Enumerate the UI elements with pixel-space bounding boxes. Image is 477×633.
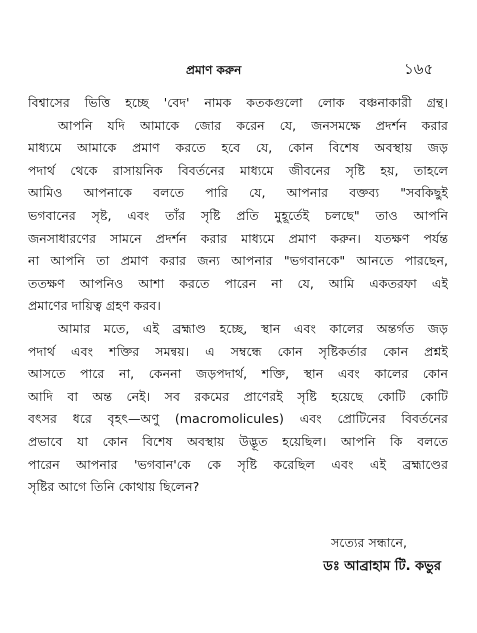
text-line: সৃষ্টির আগে তিনি কোথায় ছিলেন?	[28, 479, 200, 495]
text-line: পদার্থ এবং শক্তির সমন্বয়। এ সম্বন্ধে কোন সৃষ্টিকর্তার কোন প্রশ্নই	[28, 343, 448, 359]
body-text	[28, 92, 448, 499]
text-line: আমার মতে, এই ব্রহ্মাণ্ড হচ্ছে, স্থান এবং কালের অন্তর্গত জড়	[58, 320, 448, 336]
text-line: পদার্থ থেকে রাসায়নিক বিবর্তনের মাধ্যমে জীবনের সৃষ্টি হয়, তাহলে	[28, 162, 448, 178]
text-line: আসতে পারে না, কেননা জড়পদার্থ, শক্তি, স্থান এবং কালের কোন	[28, 366, 448, 382]
text-line: জনসাধারণের সামনে প্রদর্শন করার মাধ্যমে প্রমাণ করুন। যতক্ষণ পর্যন্ত	[28, 230, 448, 246]
text-line: না আপনি তা প্রমাণ করার জন্য আপনার "ভগবানকে" আনতে পারছেন,	[28, 253, 448, 269]
signature-block	[323, 532, 441, 580]
text-line: আপনি যদি আমাকে জোর করেন যে, জনসমক্ষে প্রদর্শন করার	[58, 117, 448, 133]
text-line: আমিও আপনাকে বলতে পারি যে, আপনার বক্তব্য "সবকিছুই	[28, 185, 448, 201]
signer-name: ডঃ আব্রাহাম টি. কভুর	[323, 559, 441, 574]
text-line: ভগবানের সৃষ্ট, এবং তাঁর সৃষ্টি প্রতি মুহূর্তেই চলছে" তাও আপনি	[28, 207, 448, 223]
text-line: প্রমাণের দায়িত্ব গ্রহণ করব।	[28, 298, 161, 314]
text-line: প্রভাবে যা কোন বিশেষ অবস্থায় উদ্ভূত হয়েছিল। আপনি কি বলতে	[28, 433, 448, 449]
text-line: বৎসর ধরে বৃহৎ—অণু (macromolicules) এবং প্রোটিনের বিবর্তনের	[28, 411, 448, 427]
page-header	[0, 56, 477, 84]
text-line: আদি বা অন্ত নেই। সব রকমের প্রাণেরই সৃষ্টি হয়েছে কোটি কোটি	[28, 388, 448, 404]
text-line: পারেন আপনার 'ভগবান'কে কে সৃষ্টি করেছিল এবং এই ব্রহ্মাণ্ডের	[28, 456, 448, 472]
running-head: প্রমাণ করুন	[186, 63, 242, 77]
text-line: মাধ্যমে আমাকে প্রমাণ করতে হবে যে, কোন বিশেষ অবস্থায় জড়	[28, 140, 448, 156]
text-line: ততক্ষণ আপনিও আশা করতে পারেন না যে, আমি একতরফা এই	[28, 275, 448, 291]
closing-salutation: সত্যের সন্ধানে,	[331, 535, 407, 550]
text-line: বিশ্বাসের ভিত্তি হচ্ছে 'বেদ' নামক কতকগুলো লোক বঞ্চনাকারী গ্রন্থ।	[28, 95, 448, 110]
page-number: ১৬৫	[404, 60, 434, 78]
